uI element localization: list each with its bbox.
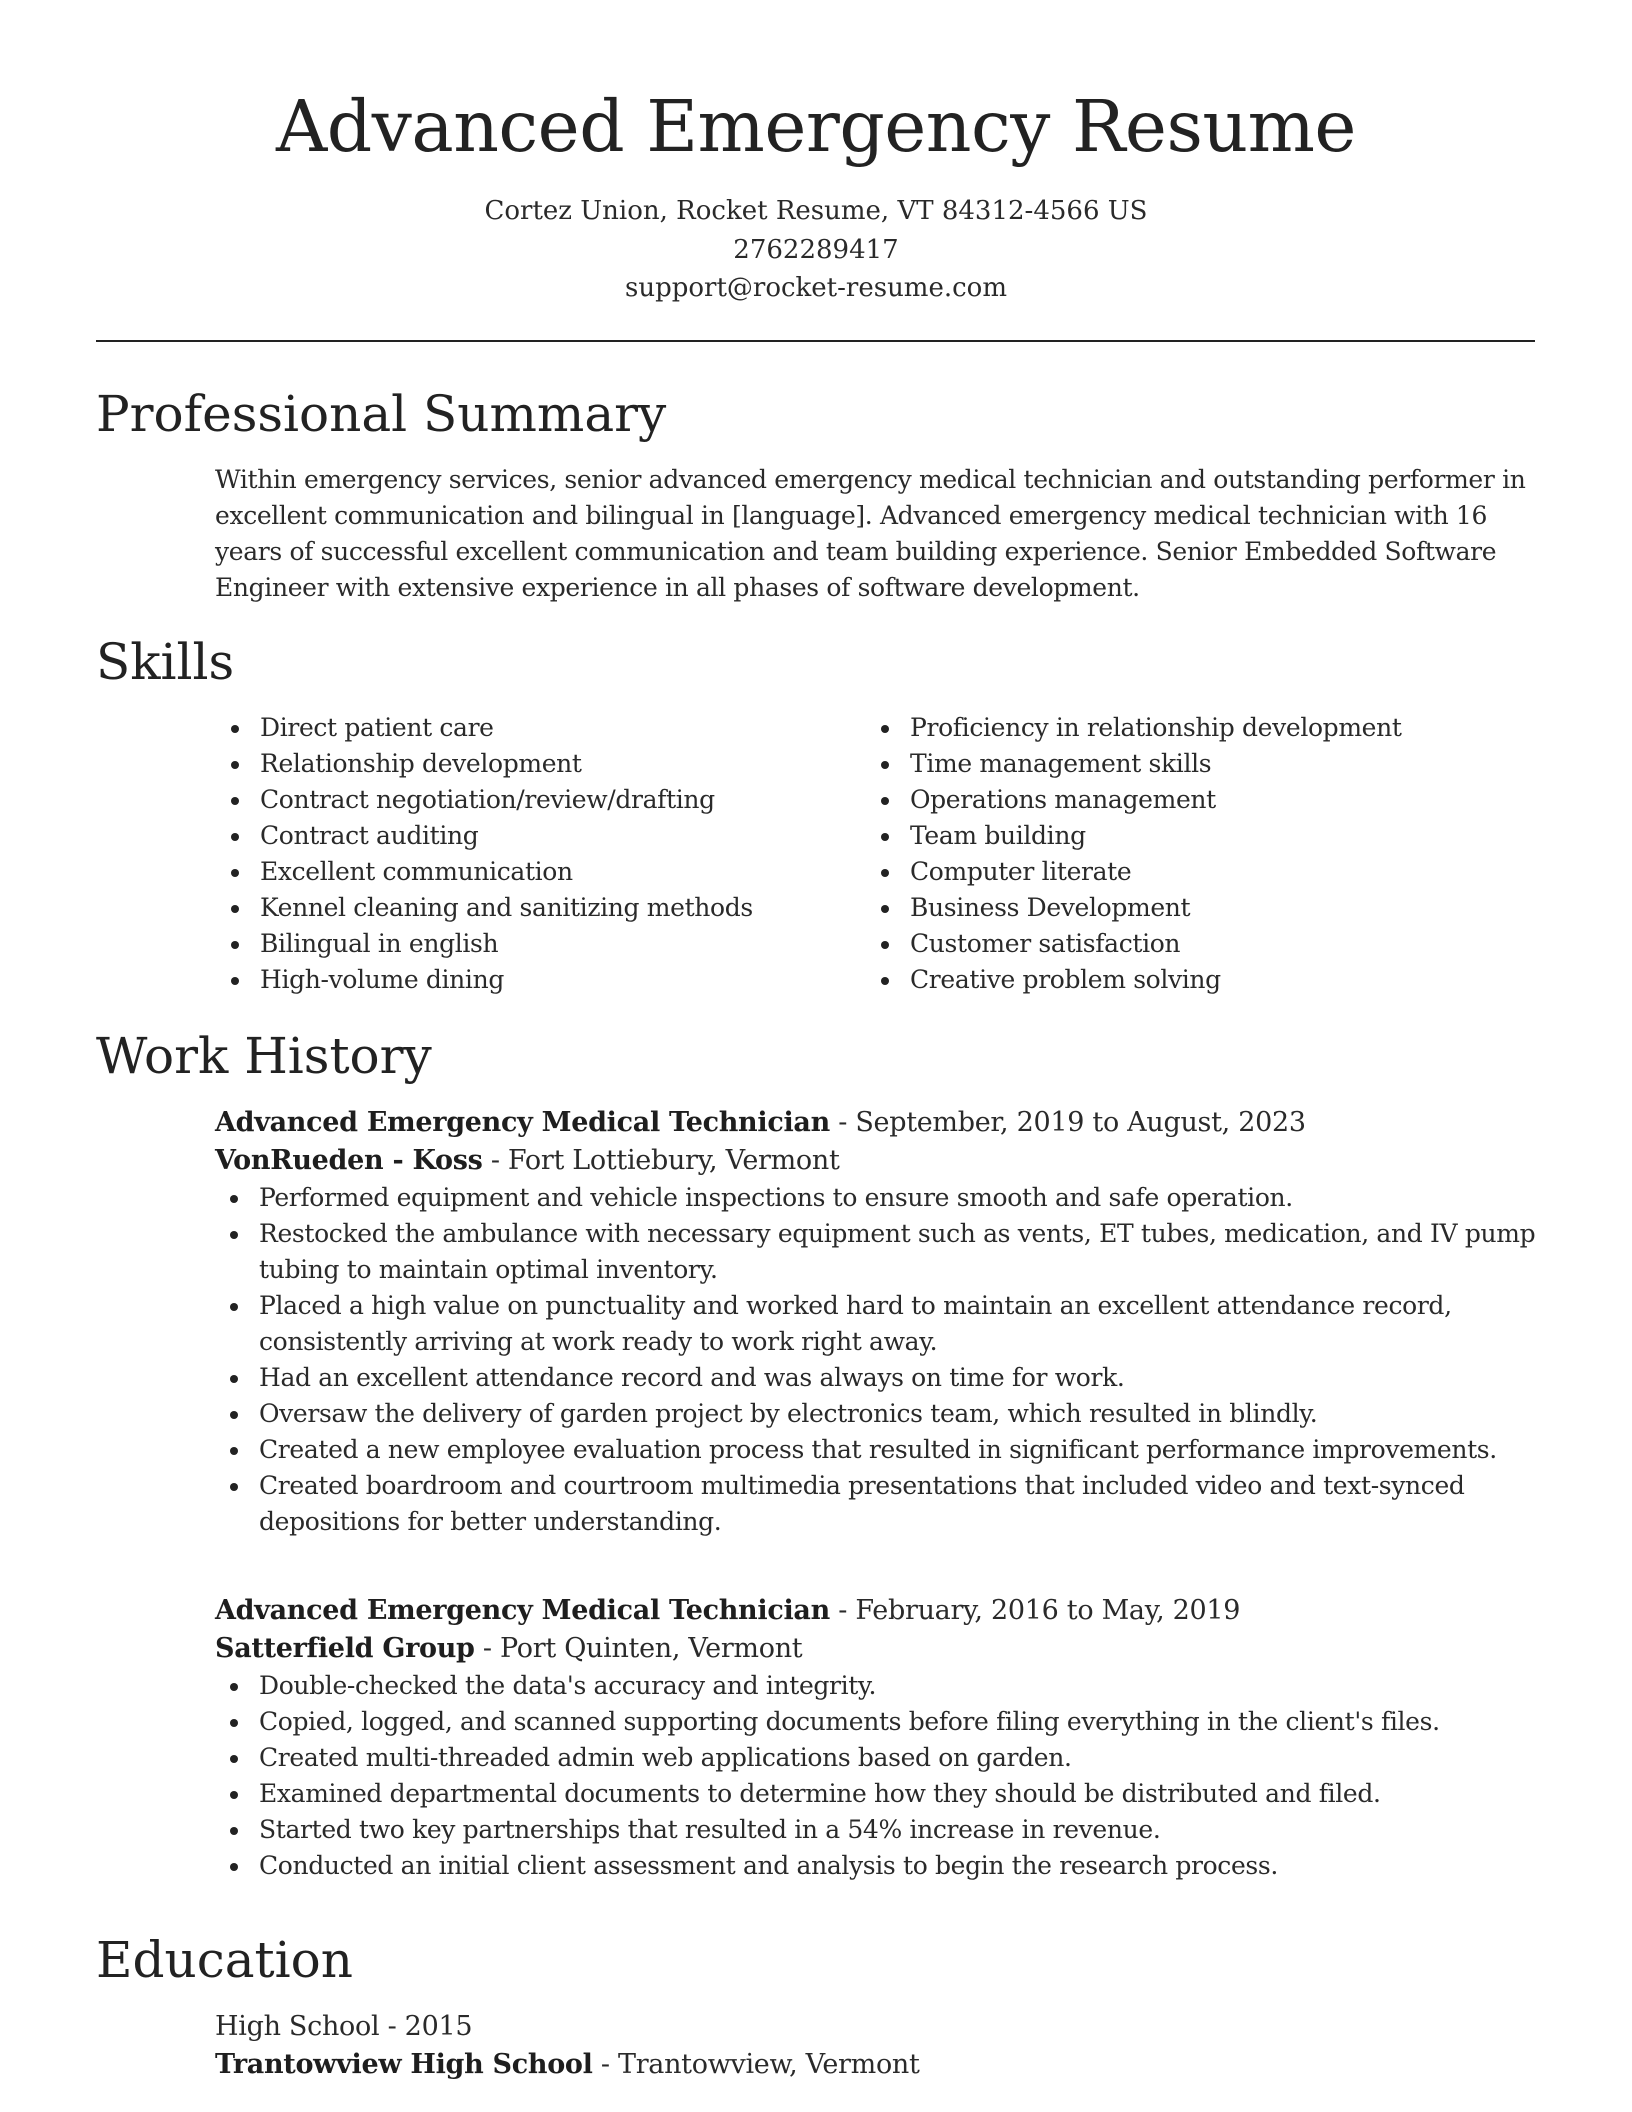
skill-text: Operations management [910, 785, 1216, 814]
job-duty-text: Oversaw the delivery of garden project by electronics team, which resulted in blindly. [259, 1399, 1318, 1428]
bullet-icon [231, 977, 239, 985]
job-duty-text: Conducted an initial client assessment and analysis to begin the research process. [259, 1851, 1278, 1880]
skill-text: Relationship development [260, 749, 582, 778]
skill-text: Contract negotiation/review/drafting [260, 785, 715, 814]
job-entry [215, 1104, 1545, 1540]
bullet-icon [231, 833, 239, 841]
skill-item [866, 854, 1566, 890]
job-duty-text: Placed a high value on punctuality and worked hard to maintain an excellent attendance record, consistently arriving at work ready to work right away. [259, 1291, 1452, 1356]
skill-text: Direct patient care [260, 713, 494, 742]
bullet-icon [230, 1827, 238, 1835]
bullet-icon [231, 869, 239, 877]
education-location: - Trantowview, Vermont [592, 2049, 920, 2080]
bullet-icon [230, 1303, 238, 1311]
bullet-icon [230, 1411, 238, 1419]
section-heading-education: Education [96, 1931, 353, 1989]
skill-text: Creative problem solving [910, 965, 1221, 994]
job-duty [215, 1468, 1545, 1540]
skill-item [866, 962, 1566, 998]
skill-item [216, 854, 836, 890]
job-duty-text: Examined departmental documents to determine how they should be distributed and filed. [259, 1779, 1381, 1808]
bullet-icon [231, 941, 239, 949]
job-location: - Port Quinten, Vermont [474, 1633, 803, 1664]
bullet-icon [881, 905, 889, 913]
job-location: - Fort Lottiebury, Vermont [482, 1145, 840, 1176]
bullet-icon [230, 1447, 238, 1455]
skill-text: Time management skills [910, 749, 1212, 778]
job-duty-text: Had an excellent attendance record and was always on time for work. [259, 1363, 1125, 1392]
job-company-line [215, 1142, 1545, 1180]
job-duty [215, 1812, 1545, 1848]
skill-item [216, 890, 836, 926]
bullet-icon [230, 1791, 238, 1799]
bullet-icon [230, 1483, 238, 1491]
contact-email: support@rocket-resume.com [624, 273, 1007, 303]
job-duty-text: Created multi-threaded admin web applications based on garden. [259, 1743, 1072, 1772]
bullet-icon [230, 1683, 238, 1691]
job-company-line [215, 1630, 1545, 1668]
skill-text: Contract auditing [260, 821, 479, 850]
skill-item [866, 782, 1566, 818]
skills-list-right [866, 710, 1566, 998]
skill-text: Proficiency in relationship development [910, 713, 1402, 742]
job-duty [215, 1704, 1545, 1740]
job-duty [215, 1740, 1545, 1776]
skill-item [866, 710, 1566, 746]
section-heading-work-history: Work History [96, 1027, 432, 1085]
skill-item [216, 926, 836, 962]
job-duties-list [215, 1180, 1545, 1540]
skill-text: Customer satisfaction [910, 929, 1181, 958]
job-duty-text: Performed equipment and vehicle inspections to ensure smooth and safe operation. [259, 1183, 1293, 1212]
job-duty-text: Double-checked the data's accuracy and integrity. [259, 1671, 877, 1700]
header-divider [96, 340, 1535, 342]
skill-item [866, 890, 1566, 926]
skill-text: High-volume dining [260, 965, 504, 994]
education-degree: High School [215, 2011, 380, 2042]
skill-text: Excellent communication [260, 857, 573, 886]
job-company: Satterfield Group [215, 1633, 475, 1664]
education-degree-line [215, 2008, 1545, 2046]
job-duty [215, 1288, 1545, 1360]
education-year: - 2015 [379, 2011, 473, 2042]
resume-title: Advanced Emergency Resume [276, 85, 1356, 168]
bullet-icon [881, 977, 889, 985]
skill-text: Business Development [910, 893, 1191, 922]
skill-item [216, 710, 836, 746]
job-title-line [215, 1104, 1545, 1142]
bullet-icon [881, 869, 889, 877]
skill-item [216, 962, 836, 998]
job-dates: - February, 2016 to May, 2019 [829, 1595, 1241, 1626]
contact-phone: 2762289417 [733, 235, 899, 265]
job-duty-text: Created boardroom and courtroom multimedia presentations that included video and text-synced depositions for better understanding. [259, 1471, 1465, 1536]
education-school-line [215, 2046, 1545, 2084]
job-title: Advanced Emergency Medical Technician [215, 1107, 830, 1138]
skill-text: Bilingual in english [260, 929, 499, 958]
skill-item [866, 746, 1566, 782]
job-dates: - September, 2019 to August, 2023 [829, 1107, 1306, 1138]
bullet-icon [881, 833, 889, 841]
skill-text: Kennel cleaning and sanitizing methods [260, 893, 753, 922]
bullet-icon [230, 1863, 238, 1871]
job-title-line [215, 1592, 1545, 1630]
contact-address: Cortez Union, Rocket Resume, VT 84312-4566 US [484, 196, 1148, 226]
job-duty [215, 1776, 1545, 1812]
bullet-icon [881, 761, 889, 769]
skill-item [866, 926, 1566, 962]
job-duty [215, 1432, 1545, 1468]
job-company: VonRueden - Koss [215, 1145, 483, 1176]
summary-text: Within emergency services, senior advanced emergency medical technician and outstanding performer in excellent communication and bilingual in [language]. Advanced emergency medical technician with 16 years of successful excellent communication and team building experience. Senior Embedded Software Engineer with extensive experience in all phases of software development. [215, 465, 1526, 602]
job-duty-text: Created a new employee evaluation process that resulted in significant performance improvements. [259, 1435, 1497, 1464]
skill-item [216, 818, 836, 854]
job-duty-text: Started two key partnerships that resulted in a 54% increase in revenue. [259, 1815, 1161, 1844]
bullet-icon [230, 1719, 238, 1727]
skill-text: Team building [910, 821, 1086, 850]
job-entry [215, 1592, 1545, 1884]
bullet-icon [230, 1195, 238, 1203]
skills-list-left [216, 710, 836, 998]
bullet-icon [230, 1231, 238, 1239]
skill-item [216, 746, 836, 782]
bullet-icon [231, 797, 239, 805]
job-duty [215, 1180, 1545, 1216]
job-title: Advanced Emergency Medical Technician [215, 1595, 830, 1626]
job-duty [215, 1360, 1545, 1396]
bullet-icon [881, 725, 889, 733]
skill-text: Computer literate [910, 857, 1132, 886]
bullet-icon [230, 1375, 238, 1383]
bullet-icon [231, 761, 239, 769]
bullet-icon [881, 797, 889, 805]
bullet-icon [881, 941, 889, 949]
job-duty [215, 1848, 1545, 1884]
job-duty [215, 1216, 1545, 1288]
skill-item [216, 782, 836, 818]
job-duties-list [215, 1668, 1545, 1884]
education-entry [215, 2008, 1545, 2084]
job-duty [215, 1668, 1545, 1704]
job-duty-text: Copied, logged, and scanned supporting documents before filing everything in the client's files. [259, 1707, 1440, 1736]
section-heading-summary: Professional Summary [96, 385, 667, 443]
job-duty [215, 1396, 1545, 1432]
job-duty-text: Restocked the ambulance with necessary equipment such as vents, ET tubes, medication, and IV pump tubing to maintain optimal inventory. [259, 1219, 1536, 1284]
bullet-icon [230, 1755, 238, 1763]
skill-item [866, 818, 1566, 854]
section-heading-skills: Skills [96, 633, 235, 691]
bullet-icon [231, 905, 239, 913]
bullet-icon [231, 725, 239, 733]
education-school: Trantowview High School [215, 2049, 593, 2080]
